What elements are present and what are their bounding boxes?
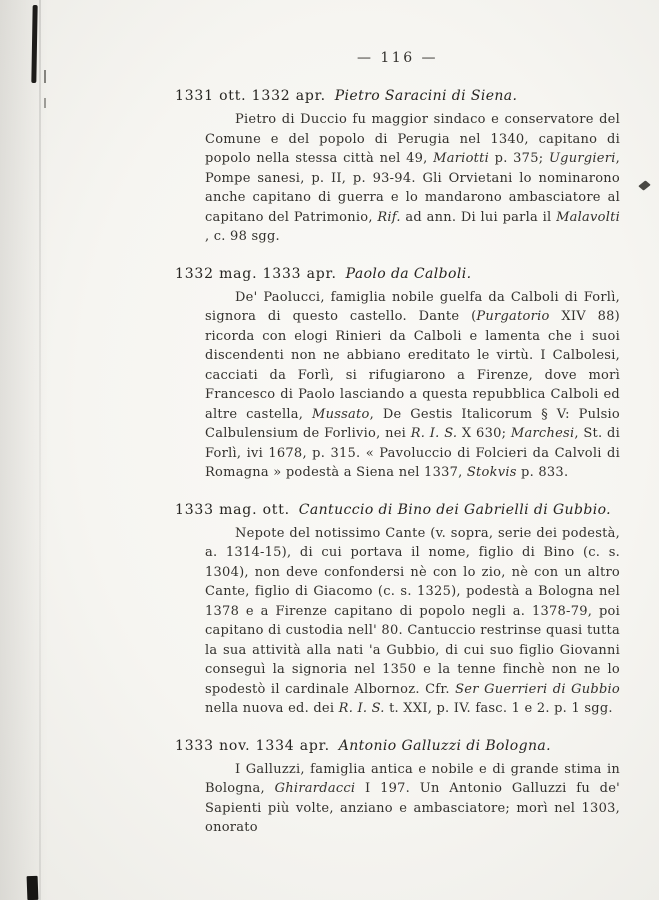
entry-date: 1331 ott. 1332 apr. xyxy=(175,88,326,104)
page-number: — 116 — xyxy=(356,50,439,66)
italic-citation: Ser Guerrieri di Gubbio xyxy=(455,681,620,697)
body-text: nella nuova ed. dei xyxy=(205,701,339,716)
entry-heading xyxy=(175,736,620,756)
body-text: ad ann. Di lui parla il xyxy=(400,209,557,225)
body-text: Pietro di Duccio fu maggior sindaco e conservatore del Comune e del popolo di Perugia nel 1340, capitano di popolo nella stessa città nel 49, xyxy=(205,112,620,166)
body-text: XIV 88) ricorda con elogi Rinieri da Calboli e lamenta che i suoi discendenti non ne abbiano ereditato le virtù. I Calbolesi, cacciati da Forlì, si rifugiarono a Firenze, dove morì Francesco di Paolo lasciando a questa repubblica Calboli ed altre castella, xyxy=(205,309,620,422)
entry-name: Pietro Saracini di Siena. xyxy=(334,88,518,104)
italic-citation: Mussato xyxy=(312,406,370,422)
italic-citation: Ugurgieri xyxy=(548,151,616,166)
podesta-entry xyxy=(175,86,620,247)
podesta-entry xyxy=(175,736,620,838)
entry-body xyxy=(205,288,620,483)
italic-citation: R. I. S. xyxy=(338,701,385,716)
entry-date: 1333 nov. 1334 apr. xyxy=(175,737,330,754)
body-text: t. XXI, p. IV. fasc. 1 e 2. p. 1 sgg. xyxy=(384,701,613,716)
italic-citation: Malavolti xyxy=(556,209,620,225)
entry-date: 1333 mag. ott. xyxy=(175,501,290,518)
italic-citation: Purgatorio xyxy=(476,309,550,324)
entry-heading xyxy=(175,86,620,106)
italic-citation: Mariotti xyxy=(433,151,490,166)
entry-name: Cantuccio di Bino dei Gabrielli di Gubbio. xyxy=(298,501,612,518)
body-text: X 630; xyxy=(457,426,511,441)
body-text: , St. di Forlì, ivi 1678, p. 315. « Pavoluccio di Folcieri da Calvoli di Romagna » podestà a Siena nel 1337, xyxy=(205,426,621,480)
body-text: I 197. Un Antonio Galluzzi fu de' Sapienti più volte, anziano e ambasciatore; morì nel 1303, onorato xyxy=(205,781,620,835)
entry-body xyxy=(205,760,620,838)
body-text: Nepote del notissimo Cante (v. sopra, serie dei podestà, a. 1314-15), di cui portava il nome, figlio di Bino (c. s. 1304), non deve confondersi nè con lo zio, nè con un altro Cante, figlio di Giacomo (c. s. 1325), podestà a Bologna nel 1378 e a Firenze capitano di popolo negli a. 1378-79, poi capitano di custodia nell' 80. Cantuccio restrinse quasi tutta la sua attività alla nati 'a Gubbio, di cui suo figlio Giovanni conseguì la signoria nel 1350 e la tenne finchè non ne lo spodestò il cardinale Albornoz. Cfr. xyxy=(205,525,620,697)
body-text: I Galluzzi, famiglia antica e nobile e di grande stima in Bologna, xyxy=(205,761,620,796)
scan-artifact-bottom-left-blob xyxy=(27,876,39,900)
body-text: p. 833. xyxy=(516,465,569,480)
entry-body xyxy=(205,524,620,719)
entry-date: 1332 mag. 1333 apr. xyxy=(175,265,337,282)
entry-name: Antonio Galluzzi di Bologna. xyxy=(338,737,551,754)
italic-citation: R. I. S. xyxy=(410,426,458,441)
body-text: , Pompe sanesi, p. II, p. 93-94. Gli Orvietani lo nominarono anche capitano di guerra e lo mandarono ambasciatore al capitano del Patrimonio, xyxy=(205,151,620,225)
podesta-entry xyxy=(175,264,620,483)
podesta-entry xyxy=(175,500,620,719)
body-text: p. 375; xyxy=(489,151,549,166)
italic-citation: Marchesi xyxy=(510,426,575,441)
entry-heading xyxy=(175,500,620,520)
italic-citation: Stokvis xyxy=(466,465,517,480)
entries xyxy=(175,86,620,838)
entry-heading xyxy=(175,264,620,284)
italic-citation: Rif. xyxy=(377,209,401,225)
entry-name: Paolo da Calboli. xyxy=(345,265,472,282)
body-text: De' Paolucci, famiglia nobile guelfa da Calboli di Forlì, signora di questo castello. Dante ( xyxy=(205,289,620,324)
italic-citation: Ghirardacci xyxy=(274,781,356,796)
body-text: , c. 98 sgg. xyxy=(205,229,280,244)
body-text: , De Gestis Italicorum § V: Pulsio Calbulensium de Forlivio, nei xyxy=(205,406,621,441)
entry-body xyxy=(205,110,620,247)
